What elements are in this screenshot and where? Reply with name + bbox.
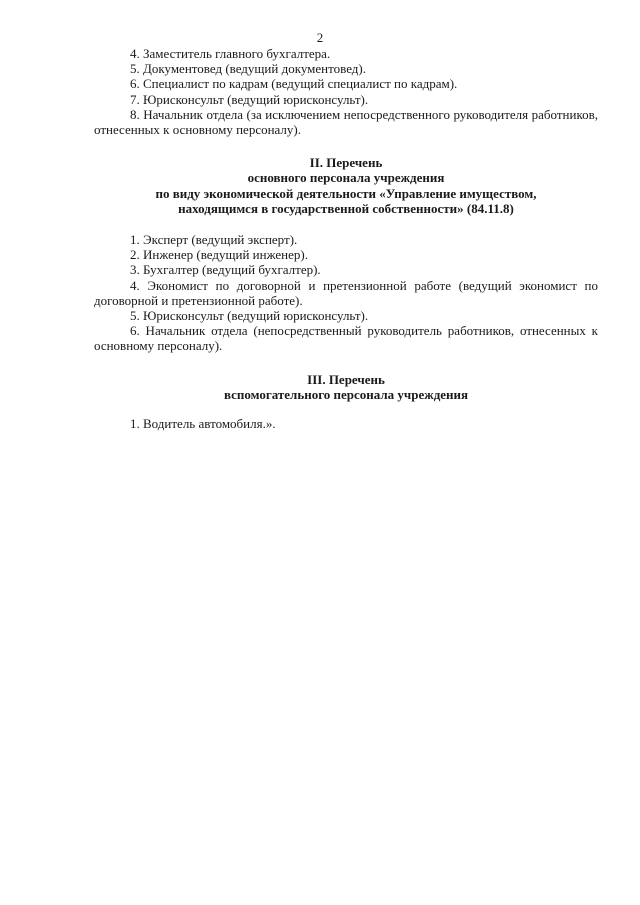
page-number: 2 (316, 30, 324, 45)
list-item: 4. Заместитель главного бухгалтера. (130, 46, 331, 61)
section-2-list (94, 232, 598, 354)
list-item: 5. Юрисконсульт (ведущий юрисконсульт). (130, 308, 369, 324)
section-heading-line: основного персонала учреждения (247, 170, 445, 186)
list-item: 7. Юрисконсульт (ведущий юрисконсульт). (130, 91, 369, 107)
section-heading-line: II. Перечень (309, 155, 383, 171)
document-body (94, 46, 598, 431)
section-heading-line: вспомогательного персонала учреждения (223, 386, 469, 402)
list-item: 4. Экономист по договорной и претензионной работе (ведущий экономист по договорной и претензионной работе). (94, 277, 598, 308)
section-3-list (94, 416, 598, 431)
list-item: 5. Документовед (ведущий документовед). (130, 61, 366, 77)
section-heading-line: находящимся в государственной собственности» (84.11.8) (178, 200, 514, 216)
list-item: 6. Специалист по кадрам (ведущий специалист по кадрам). (130, 76, 458, 92)
list-item: 1. Водитель автомобиля.». (130, 416, 276, 432)
section-2-heading (94, 155, 598, 216)
list-item: 1. Эксперт (ведущий эксперт). (130, 232, 298, 248)
section-heading-line: III. Перечень (307, 371, 385, 387)
section-heading-line: по виду экономической деятельности «Управление имуществом, (155, 185, 537, 201)
list-continuation (94, 46, 598, 137)
list-item: 3. Бухгалтер (ведущий бухгалтер). (130, 262, 321, 278)
list-item: 8. Начальник отдела (за исключением непосредственного руководителя работников, отнесенных к основному персоналу). (94, 106, 598, 138)
section-3-heading (94, 372, 598, 402)
list-item: 2. Инженер (ведущий инженер). (130, 247, 308, 263)
list-item: 6. Начальник отдела (непосредственный руководитель работников, отнесенных к основному персоналу). (94, 323, 598, 354)
